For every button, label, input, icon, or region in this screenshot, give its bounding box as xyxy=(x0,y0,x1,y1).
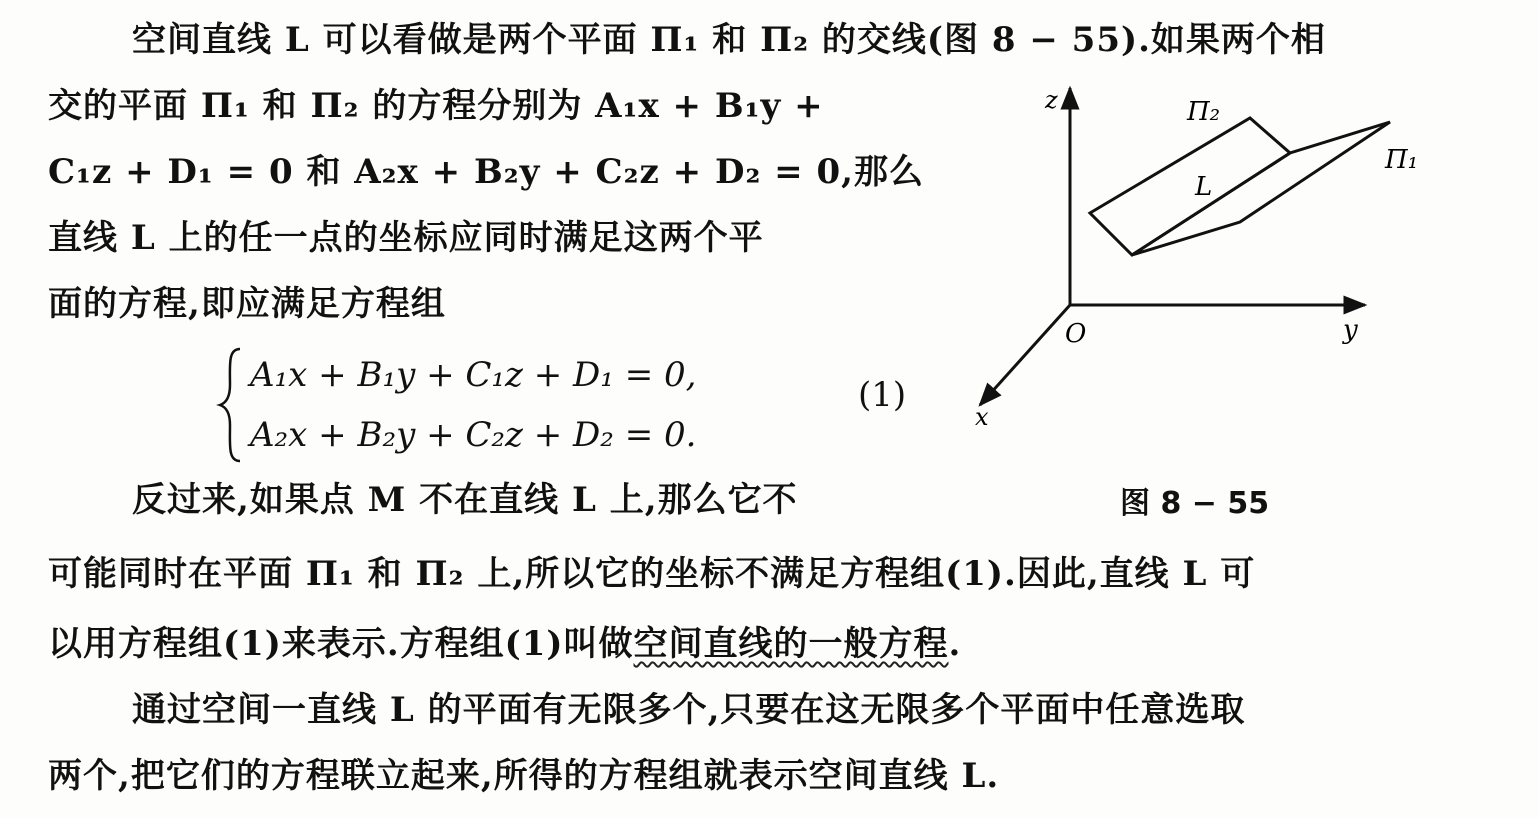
paragraph-2-line-3 xyxy=(48,622,1458,666)
paragraph-3-line-2: 两个,把它们的方程联立起来,所得的方程组就表示空间直线 L. xyxy=(48,756,1000,796)
paragraph-1-line-4: 直线 L 上的任一点的坐标应同时满足这两个平 xyxy=(48,218,764,258)
line-3-suffix: . xyxy=(948,624,962,664)
x-label: x xyxy=(975,403,989,431)
paragraph-3-line-1: 通过空间一直线 L 的平面有无限多个,只要在这无限多个平面中任意选取 xyxy=(132,690,1246,730)
paragraph-2-line-2: 可能同时在平面 Π₁ 和 Π₂ 上,所以它的坐标不满足方程组(1).因此,直线 L 可 xyxy=(48,554,1256,594)
x-axis xyxy=(980,305,1070,405)
line-3-prefix: 以用方程组(1)来表示.方程组(1)叫做 xyxy=(48,624,634,664)
figure-caption: 图 8 − 55 xyxy=(1120,486,1270,521)
line-l-label: L xyxy=(1195,172,1213,202)
paragraph-1-line-2: 交的平面 Π₁ 和 Π₂ 的方程分别为 A₁x + B₁y + xyxy=(48,86,824,126)
defined-term: 空间直线的一般方程 xyxy=(633,624,949,664)
equation-1: A₁x + B₁y + C₁z + D₁ = 0, xyxy=(250,355,697,395)
paragraph-1-line-3: C₁z + D₁ = 0 和 A₂x + B₂y + C₂z + D₂ = 0,那么 xyxy=(48,152,924,192)
origin-label: O xyxy=(1065,319,1087,349)
plane-1-label: Π₁ xyxy=(1385,145,1419,175)
equation-2: A₂x + B₂y + C₂z + D₂ = 0. xyxy=(250,415,697,455)
plane-2-label: Π₂ xyxy=(1187,97,1221,127)
figure-8-55 xyxy=(945,80,1465,440)
z-label: z xyxy=(1045,86,1058,114)
paragraph-1-line-5: 面的方程,即应满足方程组 xyxy=(48,284,446,324)
equation-number: (1) xyxy=(858,375,907,415)
paragraph-2-line-1: 反过来,如果点 M 不在直线 L 上,那么它不 xyxy=(132,480,798,520)
equations xyxy=(250,345,696,465)
plane-1 xyxy=(1132,122,1390,255)
y-label: y xyxy=(1343,315,1358,345)
left-brace-icon xyxy=(216,345,246,465)
paragraph-1-line-1: 空间直线 L 可以看做是两个平面 Π₁ 和 Π₂ 的交线(图 8 − 55).如果两个相 xyxy=(132,20,1326,60)
plane-2 xyxy=(1090,118,1290,255)
